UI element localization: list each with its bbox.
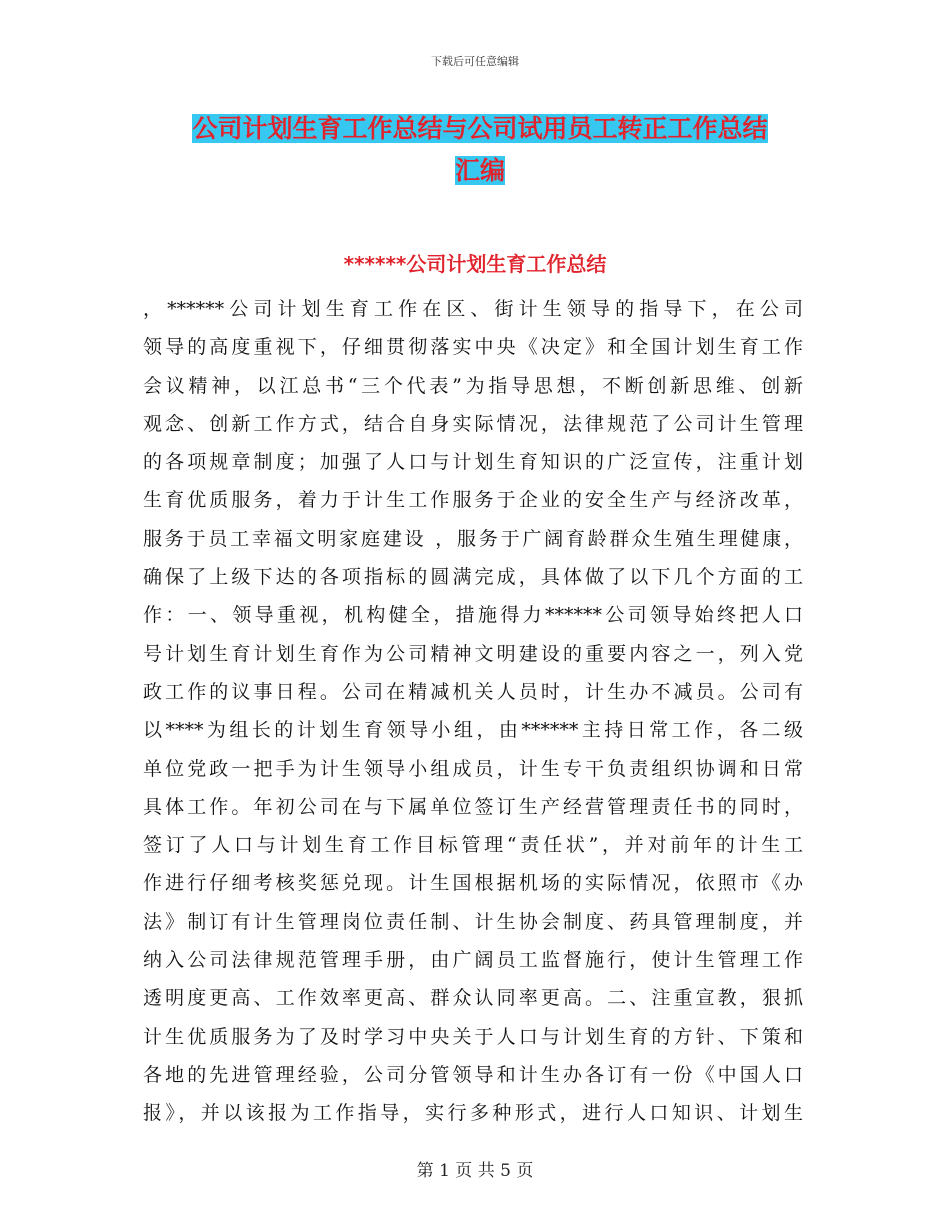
paragraph-line: 计生优质服务为了及时学习中央关于人口与计划生育的方针、下策和: [143, 1025, 803, 1048]
header-note: 下载后可任意编辑: [431, 55, 519, 68]
paragraph-line: 透明度更高、工作效率更高、群众认同率更高。二、注重宣教，狠抓: [143, 987, 803, 1010]
paragraph-line: 生育优质服务，着力于计生工作服务于企业的安全生产与经济改革，: [143, 489, 803, 512]
paragraph-line: 报》，并以该报为工作指导，实行多种形式，进行人口知识、计划生: [143, 1102, 803, 1125]
paragraph-line: 领导的高度重视下，仔细贯彻落实中央《决定》和全国计划生育工作: [143, 336, 803, 359]
paragraph-line: 作进行仔细考核奖惩兑现。计生国根据机场的实际情况，依照市《办: [143, 872, 803, 895]
paragraph-line: 会议精神，以江总书“三个代表”为指导思想，不断创新思维、创新: [143, 374, 803, 397]
paragraph-line: 各地的先进管理经验，公司分管领导和计生办各订有一份《中国人口: [143, 1063, 803, 1086]
paragraph-line: 确保了上级下达的各项指标的圆满完成，具体做了以下几个方面的工: [143, 566, 803, 589]
paragraph-line: 服务于员工幸福文明家庭建设 ，服务于广阔育龄群众生殖生理健康，: [143, 527, 803, 550]
document-title-line-2: 汇编: [454, 156, 505, 185]
body-paragraph: [143, 290, 803, 1133]
paragraph-line: 具体工作。年初公司在与下属单位签订生产经营管理责任书的同时，: [143, 795, 803, 818]
paragraph-line: 纳入公司法律规范管理手册，由广阔员工监督施行，使计生管理工作: [143, 949, 803, 972]
document-title: [150, 108, 810, 192]
paragraph-line: ，******公司计划生育工作在区、街计生领导的指导下，在公司: [143, 298, 803, 320]
paragraph-line: 法》制订有计生管理岗位责任制、计生协会制度、药具管理制度，并: [143, 910, 803, 933]
paragraph-line: 单位党政一把手为计生领导小组成员，计生专干负责组织协调和日常: [143, 757, 803, 780]
paragraph-line: 政工作的议事日程。公司在精减机关人员时，计生办不减员。公司有: [143, 680, 803, 703]
page-number-footer: 第 1 页 共 5 页: [416, 1161, 534, 1181]
section-heading: ******公司计划生育工作总结: [343, 252, 607, 276]
paragraph-line: 号计划生育计划生育作为公司精神文明建设的重要内容之一，列入党: [143, 642, 803, 665]
paragraph-line: 签订了人口与计划生育工作目标管理“责任状”，并对前年的计生工: [143, 834, 803, 857]
document-title-line-1: 公司计划生育工作总结与公司试用员工转正工作总结: [192, 114, 768, 143]
paragraph-line: 观念、创新工作方式，结合自身实际情况，法律规范了公司计生管理: [143, 412, 803, 435]
paragraph-line: 作：一、领导重视，机构健全，措施得力******公司领导始终把人口: [143, 604, 803, 627]
paragraph-line: 的各项规章制度；加强了人口与计划生育知识的广泛宣传，注重计划: [143, 451, 803, 474]
paragraph-line: 以****为组长的计划生育领导小组，由******主持日常工作，各二级: [143, 719, 803, 742]
